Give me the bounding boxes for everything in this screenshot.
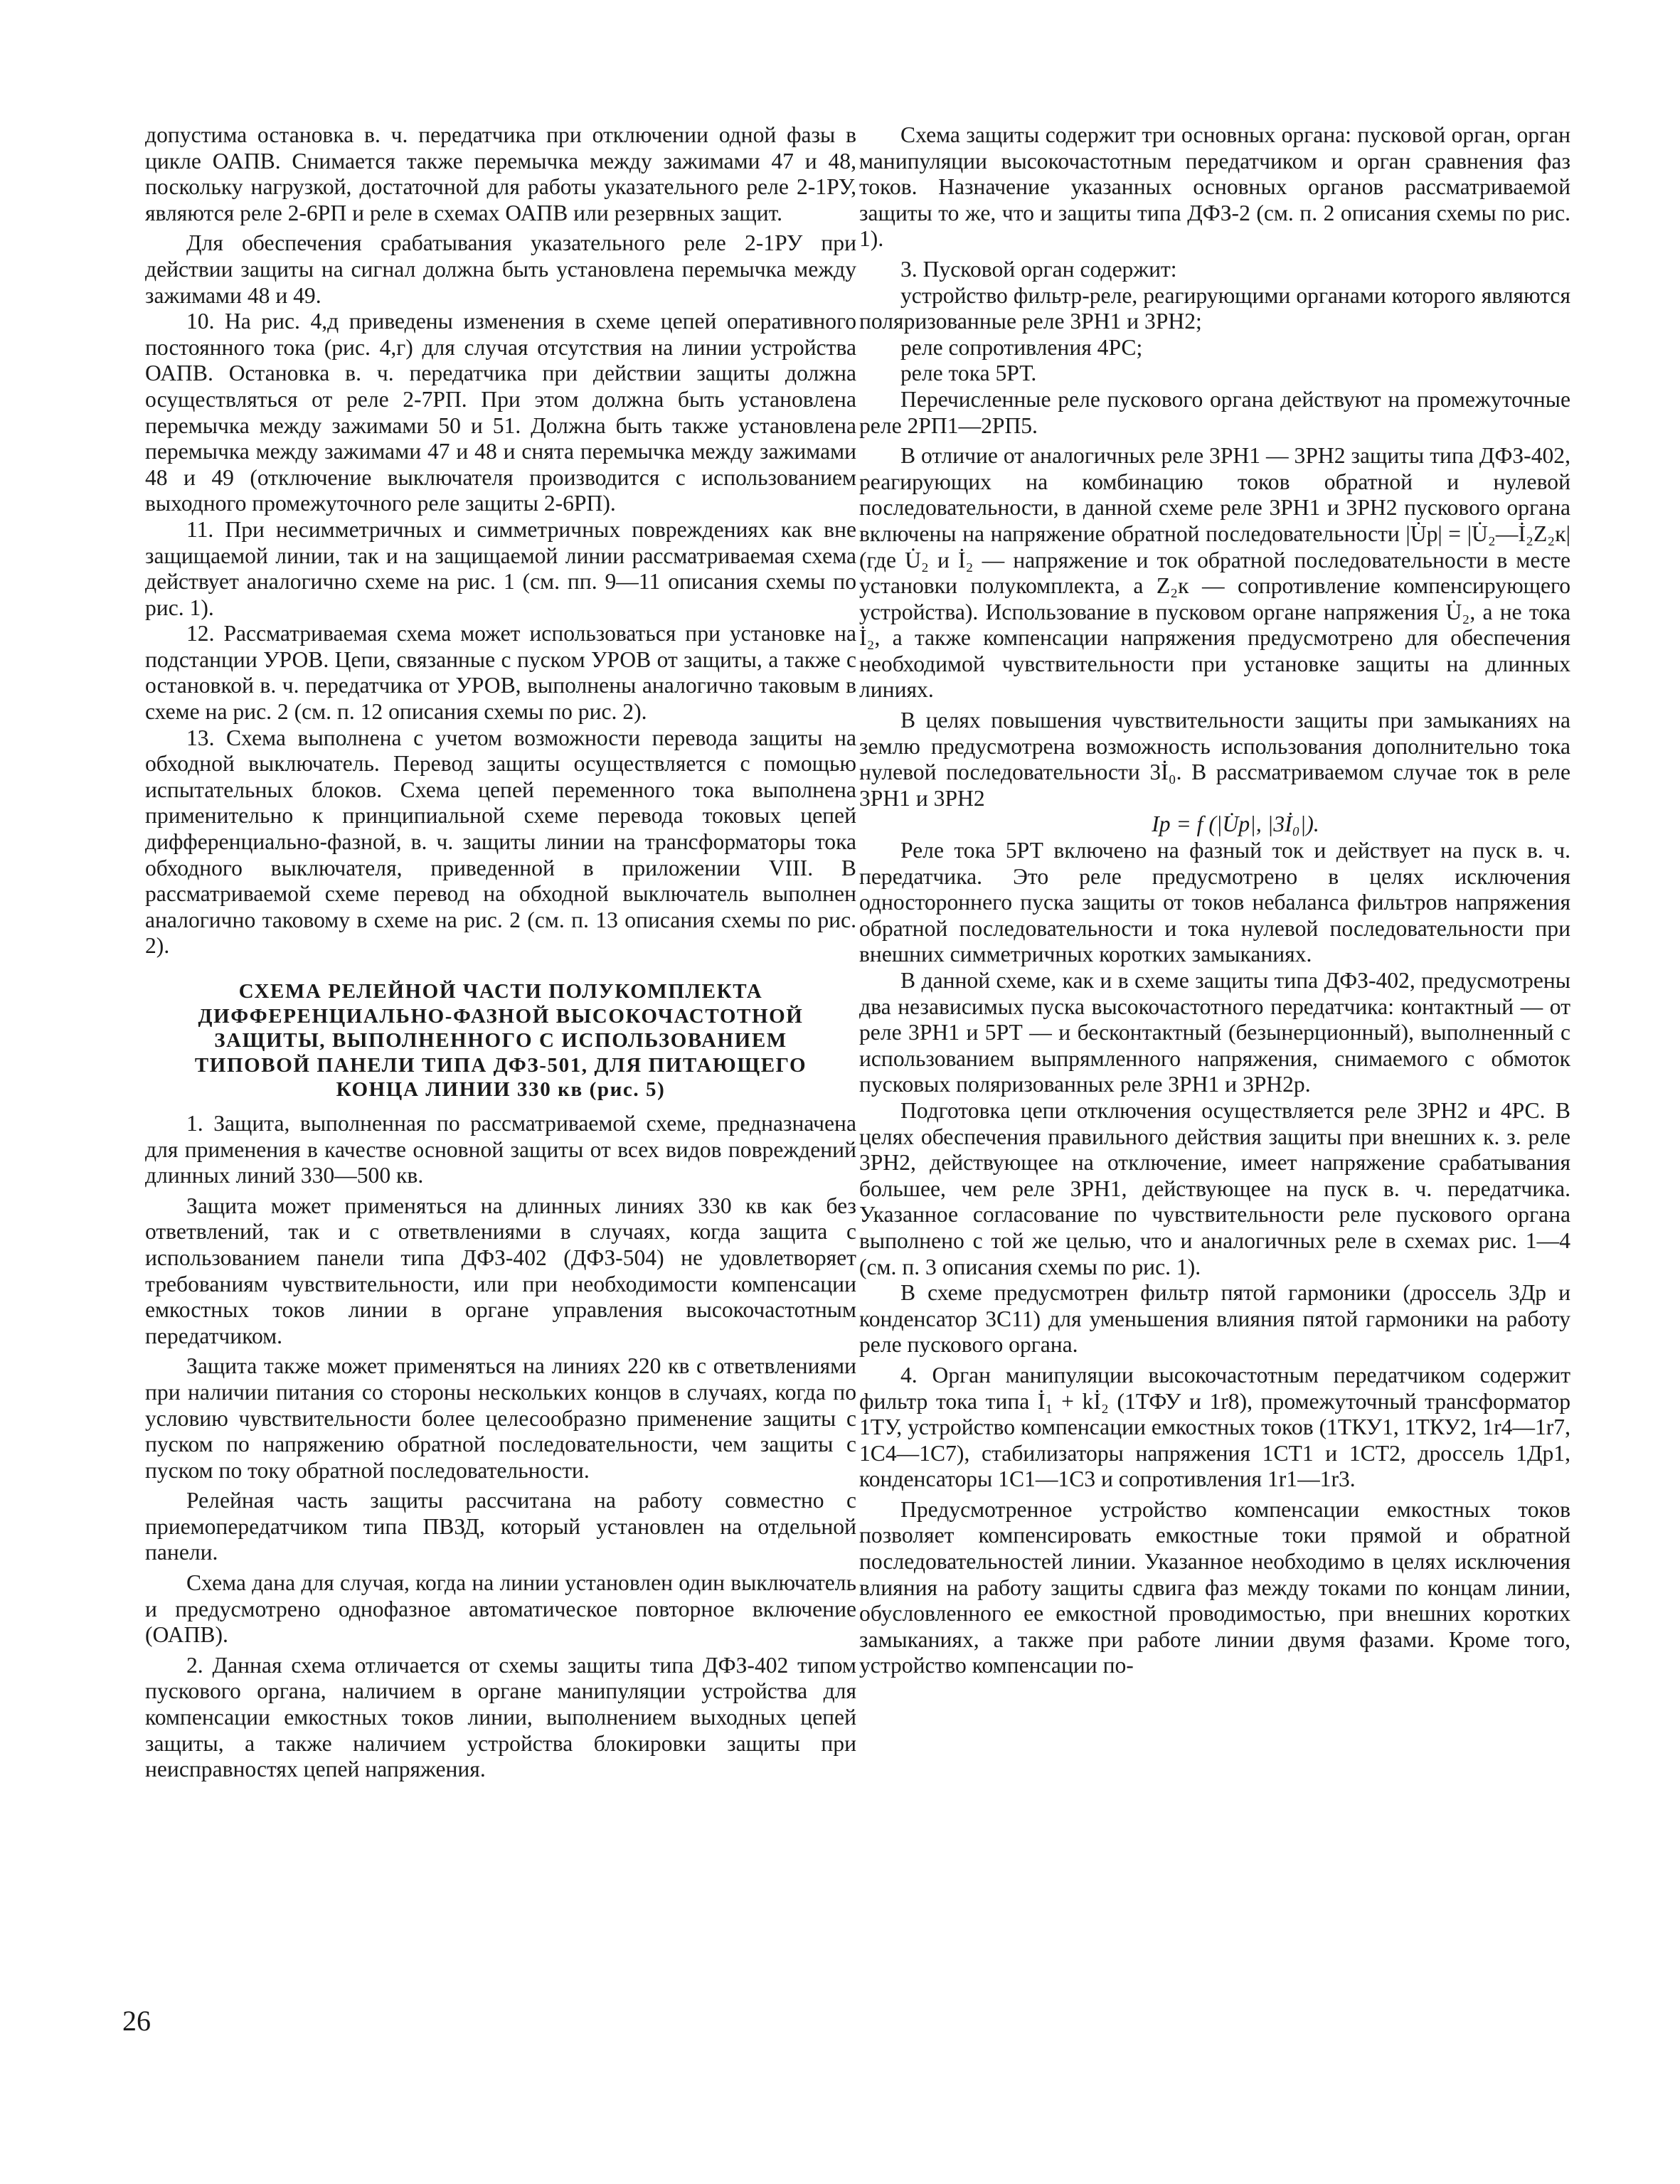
paragraph: Подготовка цепи отключения осуществляется реле 3РН2 и 4РС. В целях обеспечения правильного действия защиты при внешних к. з. реле 3РН2, действующее на отключение, имеет напряжение срабатывания большее, чем реле 3РН1, действующее на пуск в. ч. передатчика. Указанное согласование по чувствительности реле пускового органа выполнено с той же целью, что и аналогичных реле в схемах рис. 1—4 (см. п. 3 описания схемы по рис. 1). [859, 1097, 1570, 1279]
page-number: 26 [122, 2005, 151, 2037]
heading-line: КОНЦА ЛИНИИ 330 кв (рис. 5) [336, 1078, 666, 1102]
paragraph: устройство фильтр-реле, реагирующими органами которого являются поляризованные реле 3РН1 и 3РН2; [859, 282, 1570, 334]
paragraph: В целях повышения чувствительности защиты при замыканиях на землю предусмотрена возможность использования дополнительно тока нулевой последовательности 3İ₀. В рассматриваемом случае ток в реле 3РН1 и 3РН2 [859, 708, 1570, 811]
paragraph: Защита может применяться на длинных линиях 330 кв как без ответвлений, так и с ответвлениями в случаях, когда защита с использованием панели типа ДФЗ-402 (ДФЗ-504) не удовлетворяет требованиям чувствительности, или при необходимости компенсации емкостных токов линии в органе управления высокочастотным передатчиком. [145, 1193, 856, 1348]
paragraph: В схеме предусмотрен фильтр пятой гармоники (дроссель 3Др и конденсатор 3С11) для уменьшения влияния пятой гармоники на работу реле пускового органа. [859, 1280, 1570, 1358]
paragraph: допустима остановка в. ч. передатчика при отключении одной фазы в цикле ОАПВ. Снимается также перемычка между зажимами 47 и 48, поскольку нагрузкой, достаточной для работы указательного реле 2-1РУ, являются реле 2-6РП и реле в схемах ОАПВ или резервных защит. [145, 122, 856, 225]
paragraph: 13. Схема выполнена с учетом возможности перевода защиты на обходной выключатель. Перевод защиты осуществляется с помощью испытательных блоков. Схема цепей переменного тока выполнена применительно к принципиальной схеме перевода токовых цепей дифференциально-фазной, в. ч. защиты линии на трансформаторы тока обходного выключателя, приведенной в приложении VIII. В рассматриваемой схеме перевод на обходной выключатель выполнен аналогично таковому в схеме на рис. 2 (см. п. 13 описания схемы по рис. 2). [145, 725, 856, 959]
right-column [859, 122, 1570, 1679]
paragraph: В отличие от аналогичных реле 3РН1 — 3РН2 защиты типа ДФЗ-402, реагирующих на комбинацию токов обратной и нулевой последовательности, в данной схеме реле 3РН1 и 3РН2 пускового органа включены на напряжение обратной последовательности |U̇р| = |U̇₂—İ₂Z₂к| (где U̇₂ и İ₂ — напряжение и ток обратной последовательности в месте установки полукомплекта, а Z₂к — сопротивление компенсирующего устройства). Использование в пусковом органе напряжения U̇₂, а не тока İ₂, а также компенсации напряжения предусмотрено для обеспечения необходимой чувствительности при установке защиты на длинных линиях. [859, 443, 1570, 703]
paragraph: 12. Рассматриваемая схема может использоваться при установке на подстанции УРОВ. Цепи, связанные с пуском УРОВ от защиты, а также с остановкой в. ч. передатчика от УРОВ, выполнены аналогично таковым в схеме на рис. 2 (см. п. 12 описания схемы по рис. 2). [145, 621, 856, 725]
paragraph: Схема защиты содержит три основных органа: пусковой орган, орган манипуляции высокочастотным передатчиком и орган сравнения фаз токов. Назначение указанных основных органов рассматриваемой защиты то же, что и защиты типа ДФЗ-2 (см. п. 2 описания схемы по рис. 1). [859, 122, 1570, 252]
paragraph: реле тока 5РТ. [900, 361, 1037, 386]
paragraph: реле сопротивления 4РС; [900, 334, 1143, 360]
section-heading [145, 979, 856, 1102]
paragraph: 2. Данная схема отличается от схемы защиты типа ДФЗ-402 типом пускового органа, наличием в органе манипуляции устройства для компенсации емкостных токов линии, выполнением выходных цепей защиты, а также наличием устройства блокировки защиты при неисправностях цепей напряжения. [145, 1652, 856, 1782]
paragraph: 11. При несимметричных и симметричных повреждениях как вне защищаемой линии, так и на защищаемой линии рассматриваемая схема действует аналогично схеме на рис. 1 (см. пп. 9—11 описания схемы по рис. 1). [145, 516, 856, 620]
paragraph: Для обеспечения срабатывания указательного реле 2-1РУ при действии защиты на сигнал должна быть установлена перемычка между зажимами 48 и 49. [145, 230, 856, 308]
paragraph: 4. Орган манипуляции высокочастотным передатчиком содержит фильтр тока типа İ₁ + kİ₂ (1ТФУ и 1r8), промежуточный трансформатор 1ТУ, устройство компенсации емкостных токов (1ТКУ1, 1ТКУ2, 1r4—1r7, 1С4—1С7), стабилизаторы напряжения 1СТ1 и 1СТ2, дроссель 1Др1, конденсаторы 1С1—1С3 и сопротивления 1r1—1r3. [859, 1362, 1570, 1492]
paragraph: Схема дана для случая, когда на линии установлен один выключатель и предусмотрено однофазное автоматическое повторное включение (ОАПВ). [145, 1570, 856, 1648]
paragraph: Реле тока 5РТ включено на фазный ток и действует на пуск в. ч. передатчика. Это реле предусмотрено в целях исключения одностороннего пуска защиты от токов небаланса фильтров напряжения обратной последовательности и тока нулевой последовательности при внешних симметричных коротких замыканиях. [859, 838, 1570, 967]
formula: Iр = f (|U̇р|, |3İ₀|). [1152, 811, 1319, 837]
paragraph: Релейная часть защиты рассчитана на работу совместно с приемопередатчиком типа ПВЗД, который установлен на отдельной панели. [145, 1488, 856, 1565]
heading-line: СХЕМА РЕЛЕЙНОЙ ЧАСТИ ПОЛУКОМПЛЕКТА [238, 980, 763, 1003]
paragraph: Предусмотренное устройство компенсации емкостных токов позволяет компенсировать емкостные токи прямой и обратной последовательностей линии. Указанное необходимо в целях исключения влияния на работу защиты сдвига фаз между токами по концам линии, обусловленного ее емкостной проводимостью, при внешних коротких замыканиях, а также при работе линии двумя фазами. Кроме того, устройство компенсации по- [859, 1496, 1570, 1678]
paragraph: 3. Пусковой орган содержит: [900, 256, 1177, 282]
paragraph: В данной схеме, как и в схеме защиты типа ДФЗ-402, предусмотрены два независимых пуска высокочастотного передатчика: контактный — от реле 3РН1 и 5РТ — и бесконтактный (безынерционный), выполненный с использованием выпрямленного напряжения, снимаемого с обмоток пусковых поляризованных реле 3РН1 и 3РН2р. [859, 968, 1570, 1097]
paragraph: Перечисленные реле пускового органа действуют на промежуточные реле 2РП1—2РП5. [859, 386, 1570, 438]
heading-line: ДИФФЕРЕНЦИАЛЬНО-ФАЗНОЙ ВЫСОКОЧАСТОТНОЙ [198, 1004, 804, 1028]
paragraph: Защита также может применяться на линиях 220 кв с ответвлениями при наличии питания со стороны нескольких концов в случаях, когда по условию чувствительности более целесообразно применение защиты с пуском по напряжению обратной последовательности, чем защиты с пуском по току обратной последовательности. [145, 1353, 856, 1483]
left-column [145, 122, 856, 1783]
heading-line: ТИПОВОЙ ПАНЕЛИ ТИПА ДФЗ-501, ДЛЯ ПИТАЮЩЕГО [194, 1053, 807, 1077]
paragraph: 10. На рис. 4,д приведены изменения в схеме цепей оперативного постоянного тока (рис. 4,г) для случая отсутствия на линии устройства ОАПВ. Остановка в. ч. передатчика при действии защиты должна осуществляться от реле 2-7РП. При этом должна быть установлена перемычка между зажимами 50 и 51. Должна быть также установлена перемычка между зажимами 47 и 48 и снята перемычка между зажимами 48 и 49 (отключение выключателя производится с использованием выходного промежуточного реле защиты 2-6РП). [145, 309, 856, 516]
paragraph: 1. Защита, выполненная по рассматриваемой схеме, предназначена для применения в качестве основной защиты от всех видов повреждений длинных линий 330—500 кв. [145, 1110, 856, 1188]
heading-line: ЗАЩИТЫ, ВЫПОЛНЕННОГО С ИСПОЛЬЗОВАНИЕМ [214, 1029, 787, 1053]
